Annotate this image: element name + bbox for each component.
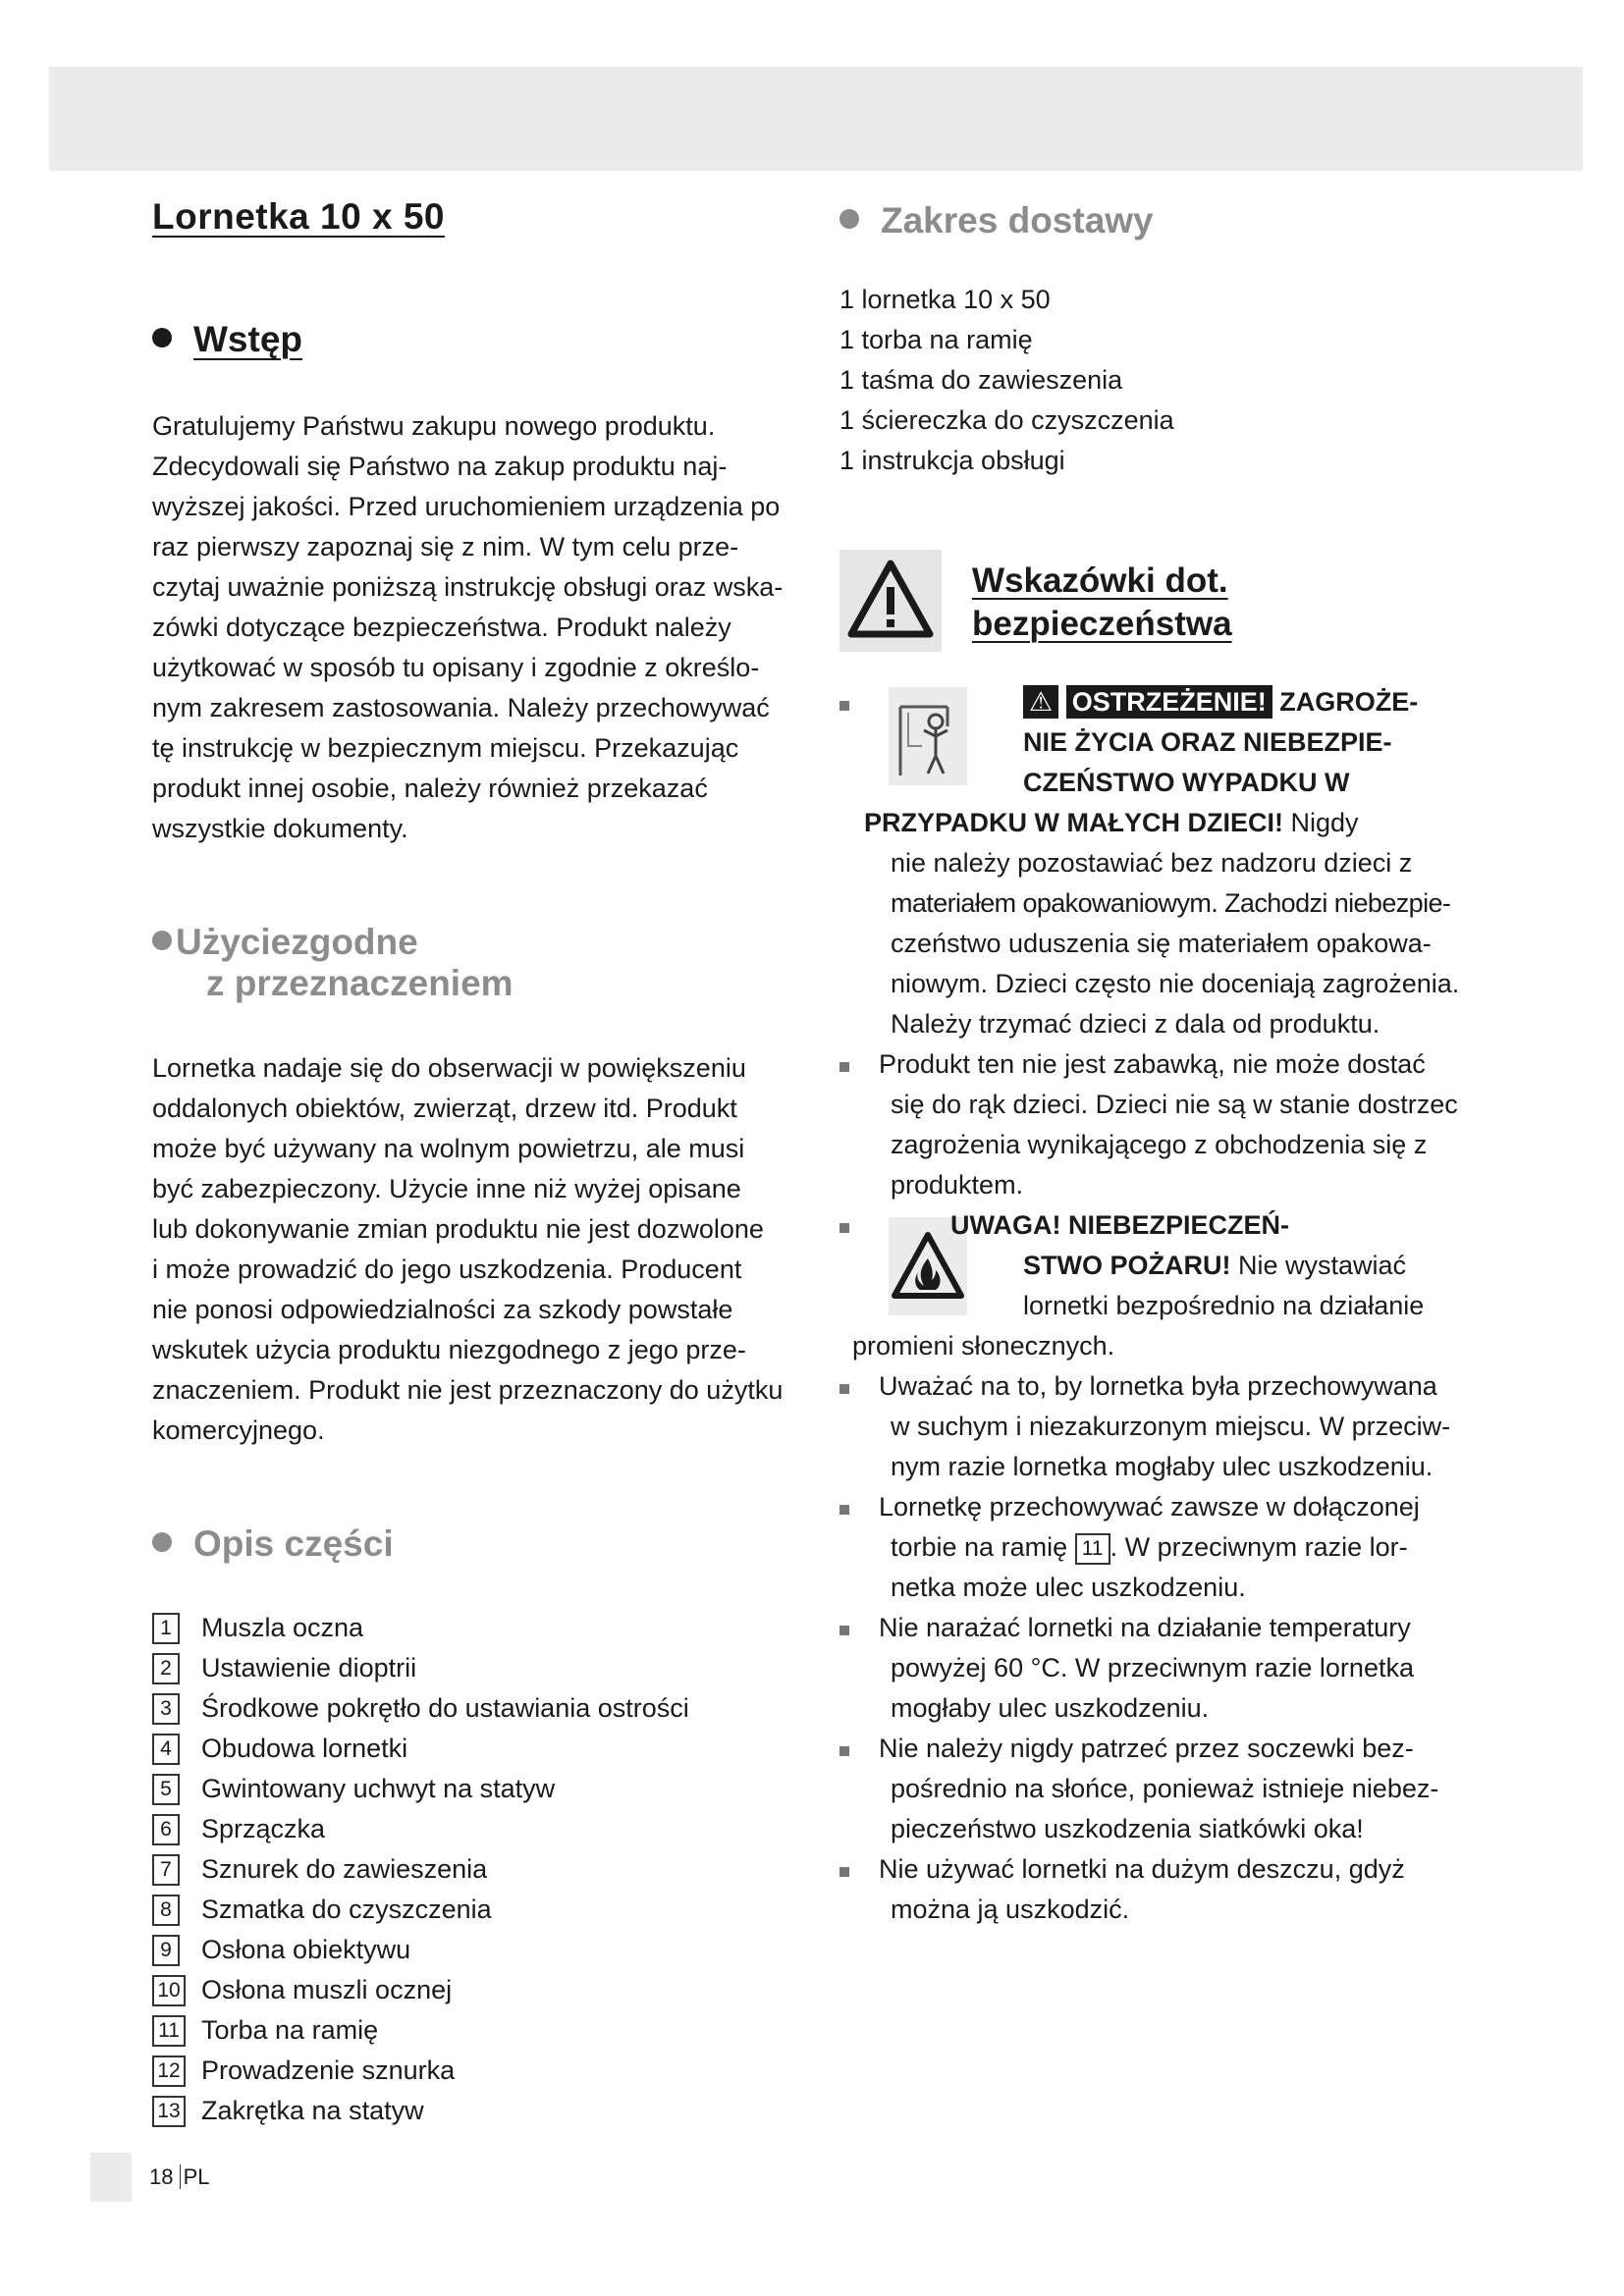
square-bullet-icon [839, 1384, 849, 1394]
document-title: Lornetka 10 x 50 [152, 196, 445, 237]
list-item: 1 ściereczka do czyszczenia [839, 405, 1174, 435]
intro-line: nym zakresem zastosowania. Należy przechowywać [152, 693, 770, 722]
part-label: Sprzączka [201, 1814, 326, 1843]
list-item: 1 torba na ramię [839, 325, 1033, 354]
intro-line: wyższej jakości. Przed uruchomieniem urządzenia po [152, 492, 781, 521]
usage-line: może być używany na wolnym powietrzu, ale musi [152, 1134, 745, 1163]
usage-line: i może prowadzić do jego uszkodzenia. Producent [152, 1255, 742, 1284]
page-number: 18 PL [149, 2164, 210, 2189]
usage-line: wskutek użycia produktu niezgodnego z jego prze- [152, 1335, 746, 1364]
part-label: Muszla oczna [201, 1613, 364, 1642]
list-item: 1 instrukcja obsługi [839, 446, 1065, 475]
page-marker [90, 2153, 132, 2202]
warning-1-line-1: ⚠ OSTRZEŻENIE! ZAGROŻE- [1023, 682, 1418, 722]
part-number: 3 [152, 1693, 180, 1725]
usage-line: Lornetka nadaje się do obserwacji w powiększeniu [152, 1053, 746, 1083]
part-label: Ustawienie dioptrii [201, 1653, 417, 1682]
warning-6-text: Nie narażać lornetki na działanie temperatury [879, 1613, 1411, 1642]
list-item [152, 1648, 689, 1688]
warning-tag: OSTRZEŻENIE! [1066, 685, 1272, 719]
usage-heading-line2: z przeznaczeniem [206, 963, 514, 1003]
intro-line: tę instrukcję w bezpiecznym miejscu. Przekazując [152, 733, 739, 763]
warning-7-text: pieczeństwo uszkodzenia siatkówki oka! [891, 1814, 1364, 1843]
square-bullet-icon [839, 1223, 849, 1233]
header-bar [49, 67, 1583, 171]
square-bullet-icon [839, 1867, 849, 1877]
part-label: Osłona obiektywu [201, 1935, 411, 1964]
list-item: 1 lornetka 10 x 50 [839, 285, 1051, 314]
square-bullet-icon [839, 1062, 849, 1072]
part-label: Szmatka do czyszczenia [201, 1895, 492, 1924]
usage-heading: Użyciezgodne [152, 923, 418, 962]
delivery-heading: Zakres dostawy [839, 201, 1154, 240]
warning-4-text: w suchym i niezakurzonym miejscu. W przeciw- [891, 1412, 1451, 1441]
list-item [152, 2051, 689, 2091]
warning-2-text: się do rąk dzieci. Dzieci nie są w stanie dostrzec [891, 1090, 1458, 1119]
warning-2-text: Produkt ten nie jest zabawką, nie może dostać [879, 1049, 1426, 1079]
warning-4-text: Uważać na to, by lornetka była przechowywana [879, 1371, 1437, 1401]
list-item [152, 1688, 689, 1729]
warning-1-line-2: NIE ŻYCIA ORAZ NIEBEZPIE- [1023, 727, 1392, 757]
warning-1-line-3: CZEŃSTWO WYPADKU W [1023, 768, 1350, 797]
parts-list [152, 1608, 689, 2131]
warning-1-line-4: PRZYPADKU W MAŁYCH DZIECI! Nigdy [864, 808, 1359, 837]
part-label: Torba na ramię [201, 2015, 379, 2045]
warning-7-text: Nie należy nigdy patrzeć przez soczewki bez- [879, 1734, 1414, 1763]
warning-1-text: Należy trzymać dzieci z dala od produktu. [891, 1009, 1380, 1039]
part-number: 12 [152, 2056, 186, 2087]
warning-3-line-3: lornetki bezpośrednio na działanie [1023, 1291, 1425, 1320]
warning-7-text: pośrednio na słońce, ponieważ istnieje niebez- [891, 1774, 1439, 1803]
square-bullet-icon [839, 1505, 849, 1515]
list-item [152, 1970, 689, 2010]
square-bullet-icon [839, 1746, 849, 1756]
warning-1-text: nie należy pozostawiać bez nadzoru dzieci z [891, 848, 1413, 878]
list-item [152, 2091, 689, 2131]
parts-heading: Opis części [152, 1524, 394, 1564]
warning-8-text: Nie używać lornetki na dużym deszczu, gdyż [879, 1854, 1405, 1884]
usage-line: komercyjnego. [152, 1415, 325, 1445]
warning-3-line-4: promieni słonecznych. [852, 1331, 1115, 1361]
part-label: Obudowa lornetki [201, 1734, 408, 1763]
part-label: Gwintowany uchwyt na statyw [201, 1774, 556, 1803]
part-label: Środkowe pokrętło do ustawiania ostrości [201, 1693, 689, 1723]
intro-line: produkt innej osobie, należy również przekazać [152, 774, 708, 803]
safety-heading: Wskazówki dot. bezpieczeństwa [972, 561, 1232, 643]
part-number: 4 [152, 1734, 180, 1765]
part-number: 8 [152, 1895, 180, 1926]
part-number: 11 [152, 2015, 186, 2047]
list-item [152, 1729, 689, 1769]
warning-5-text: Lornetkę przechowywać zawsze w dołączonej [879, 1492, 1420, 1522]
part-label: Osłona muszli ocznej [201, 1975, 453, 2004]
warning-4-text: nym razie lornetka mogłaby ulec uszkodzeniu. [891, 1452, 1434, 1481]
intro-line: użytkować w sposób tu opisany i zgodnie z określo- [152, 653, 760, 682]
warning-6-text: mogłaby ulec uszkodzeniu. [891, 1693, 1210, 1723]
list-item [152, 1809, 689, 1849]
square-bullet-icon [839, 701, 849, 711]
list-item [152, 1930, 689, 1970]
part-number: 2 [152, 1653, 180, 1684]
part-number: 6 [152, 1814, 180, 1845]
bullet-dot-icon [152, 931, 172, 950]
list-item [152, 1769, 689, 1809]
bullet-dot-icon [839, 209, 859, 229]
warning-3-line-2: STWO POŻARU! Nie wystawiać [1023, 1251, 1407, 1280]
part-label: Sznurek do zawieszenia [201, 1854, 488, 1884]
warning-2-text: produktem. [891, 1170, 1024, 1200]
warning-3-line-1: UWAGA! NIEBEZPIECZEŃ- [950, 1210, 1290, 1240]
list-item [152, 2010, 689, 2051]
warning-2-text: zagrożenia wynikającego z obchodzenia się z [891, 1130, 1428, 1159]
usage-line: lub dokonywanie zmian produktu nie jest dozwolone [152, 1214, 764, 1244]
intro-line: zówki dotyczące bezpieczeństwa. Produkt należy [152, 613, 731, 642]
warning-5-text: netka może ulec uszkodzeniu. [891, 1573, 1246, 1602]
usage-line: znaczeniem. Produkt nie jest przeznaczony do użytku [152, 1375, 784, 1405]
warning-1-text: czeństwo uduszenia się materiałem opakowa- [891, 929, 1432, 958]
warning-1-text: materiałem opakowaniowym. Zachodzi niebezpie- [891, 888, 1451, 918]
part-label: Zakrętka na statyw [201, 2096, 424, 2125]
usage-line: nie ponosi odpowiedzialności za szkody powstałe [152, 1295, 733, 1324]
list-item: 1 taśma do zawieszenia [839, 365, 1123, 395]
list-item [152, 1849, 689, 1890]
part-number: 13 [152, 2096, 186, 2127]
warning-5-text: torbie na ramię 11 . W przeciwnym razie lor- [891, 1527, 1408, 1568]
warning-triangle-icon [839, 550, 942, 652]
warning-6-text: powyżej 60 °C. W przeciwnym razie lornetka [891, 1653, 1414, 1682]
intro-line: Gratulujemy Państwu zakupu nowego produktu. [152, 411, 716, 441]
part-label: Prowadzenie sznurka [201, 2056, 456, 2085]
intro-line: Zdecydowali się Państwo na zakup produktu naj- [152, 452, 728, 481]
part-number: 7 [152, 1854, 180, 1886]
part-ref: 11 [1075, 1533, 1110, 1565]
intro-heading: Wstęp [152, 320, 302, 359]
bullet-dot-icon [152, 328, 172, 347]
part-number: 9 [152, 1935, 180, 1966]
part-number: 10 [152, 1975, 186, 2006]
intro-line: czytaj uważnie poniższą instrukcję obsługi oraz wska- [152, 572, 784, 602]
usage-line: oddalonych obiektów, zwierząt, drzew itd. Produkt [152, 1094, 737, 1123]
part-number: 1 [152, 1613, 180, 1644]
intro-line: raz pierwszy zapoznaj się z nim. W tym celu prze- [152, 532, 739, 561]
warning-1-text: niowym. Dzieci często nie doceniają zagrożenia. [891, 969, 1460, 998]
bullet-dot-icon [152, 1532, 172, 1552]
list-item [152, 1608, 689, 1648]
part-number: 5 [152, 1774, 180, 1805]
intro-line: wszystkie dokumenty. [152, 814, 408, 843]
child-warning-icon [889, 687, 967, 785]
list-item [152, 1890, 689, 1930]
warning-sign-icon: ⚠ [1023, 685, 1058, 719]
square-bullet-icon [839, 1626, 849, 1635]
warning-8-text: można ją uszkodzić. [891, 1895, 1130, 1924]
delivery-list [839, 280, 1174, 481]
usage-line: być zabezpieczony. Użycie inne niż wyżej opisane [152, 1174, 741, 1203]
